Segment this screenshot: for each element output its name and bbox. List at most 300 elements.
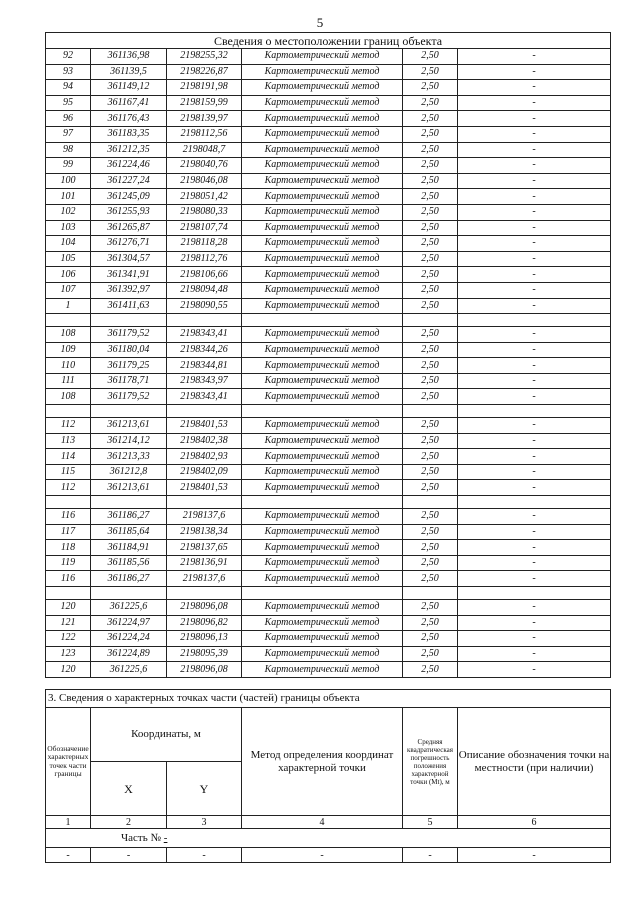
y-coord-cell: 2198401,53 [167, 418, 242, 434]
description-cell: - [458, 327, 611, 343]
x-coord-cell: 361184,91 [91, 540, 167, 556]
error-cell: 2,50 [403, 433, 458, 449]
error-cell: 2,50 [403, 631, 458, 647]
boundary-points-table [45, 32, 611, 678]
y-coord-cell: 2198343,97 [167, 373, 242, 389]
method-cell: Картометрический метод [242, 64, 403, 80]
method-cell: Картометрический метод [242, 80, 403, 96]
description-cell: - [458, 571, 611, 587]
method-cell: Картометрический метод [242, 480, 403, 496]
y-coord-cell: 2198138,34 [167, 524, 242, 540]
table-row [46, 449, 611, 465]
method-cell: Картометрический метод [242, 389, 403, 405]
method-cell: Картометрический метод [242, 509, 403, 525]
section3-title: 3. Сведения о характерных точках части (частей) границы объекта [46, 690, 611, 708]
x-coord-cell: 361183,35 [91, 126, 167, 142]
table-row [46, 282, 611, 298]
y-coord-cell: 2198159,99 [167, 95, 242, 111]
empty-cell [167, 405, 242, 418]
method-cell: Картометрический метод [242, 358, 403, 374]
y-coord-cell: 2198343,41 [167, 389, 242, 405]
y-coord-cell: 2198402,93 [167, 449, 242, 465]
part-label: Часть № [121, 831, 161, 844]
table-row [46, 615, 611, 631]
method-cell: Картометрический метод [242, 173, 403, 189]
table-row [46, 600, 611, 616]
description-cell: - [458, 631, 611, 647]
error-cell: 2,50 [403, 480, 458, 496]
y-coord-cell: 2198343,41 [167, 327, 242, 343]
method-cell: Картометрический метод [242, 524, 403, 540]
description-cell: - [458, 189, 611, 205]
method-cell: Картометрический метод [242, 615, 403, 631]
method-cell: Картометрический метод [242, 418, 403, 434]
point-id-cell: 113 [46, 433, 91, 449]
table-row [46, 236, 611, 252]
point-id-cell: 118 [46, 540, 91, 556]
col-number: 2 [91, 816, 167, 829]
description-cell: - [458, 111, 611, 127]
group-separator-row [46, 496, 611, 509]
x-coord-cell: 361265,87 [91, 220, 167, 236]
y-coord-cell: 2198096,82 [167, 615, 242, 631]
x-coord-cell: 361167,41 [91, 95, 167, 111]
description-cell: - [458, 524, 611, 540]
table-row [46, 373, 611, 389]
empty-cell [91, 496, 167, 509]
y-coord-cell: 2198040,76 [167, 158, 242, 174]
x-coord-cell: 361212,8 [91, 464, 167, 480]
section-title: Сведения о местоположении границ объекта [46, 33, 611, 49]
error-cell: 2,50 [403, 298, 458, 314]
method-cell: Картометрический метод [242, 204, 403, 220]
method-cell: Картометрический метод [242, 282, 403, 298]
error-cell: 2,50 [403, 267, 458, 283]
method-cell: Картометрический метод [242, 189, 403, 205]
method-cell: Картометрический метод [242, 555, 403, 571]
point-id-cell: 100 [46, 173, 91, 189]
point-id-cell: 112 [46, 480, 91, 496]
x-coord-cell: 361180,04 [91, 342, 167, 358]
y-coord-cell: 2198096,08 [167, 600, 242, 616]
y-coord-cell: 2198112,56 [167, 126, 242, 142]
empty-cell [242, 496, 403, 509]
table-row [46, 389, 611, 405]
cell: - [403, 848, 458, 863]
description-cell: - [458, 646, 611, 662]
table-row [46, 524, 611, 540]
error-cell: 2,50 [403, 80, 458, 96]
col-number: 3 [167, 816, 242, 829]
empty-cell [46, 587, 91, 600]
table-row [46, 80, 611, 96]
description-cell: - [458, 449, 611, 465]
point-id-cell: 99 [46, 158, 91, 174]
description-cell: - [458, 540, 611, 556]
point-id-cell: 102 [46, 204, 91, 220]
x-coord-cell: 361179,25 [91, 358, 167, 374]
error-cell: 2,50 [403, 111, 458, 127]
description-cell: - [458, 49, 611, 65]
point-id-cell: 112 [46, 418, 91, 434]
table-row [46, 342, 611, 358]
table-row [46, 298, 611, 314]
empty-cell [46, 405, 91, 418]
description-header: Описание обозначения точки на местности (при наличии) [458, 708, 611, 816]
y-coord-cell: 2198226,87 [167, 64, 242, 80]
error-cell: 2,50 [403, 126, 458, 142]
col-number: 1 [46, 816, 91, 829]
empty-cell [458, 496, 611, 509]
error-cell: 2,50 [403, 327, 458, 343]
y-coord-cell: 2198094,48 [167, 282, 242, 298]
x-coord-cell: 361213,61 [91, 418, 167, 434]
x-coord-cell: 361245,09 [91, 189, 167, 205]
error-cell: 2,50 [403, 646, 458, 662]
group-separator-row [46, 314, 611, 327]
x-coord-cell: 361186,27 [91, 509, 167, 525]
method-cell: Картометрический метод [242, 631, 403, 647]
x-coord-cell: 361392,97 [91, 282, 167, 298]
table-row [46, 220, 611, 236]
empty-cell [167, 587, 242, 600]
point-id-cell: 104 [46, 236, 91, 252]
table-row [46, 464, 611, 480]
part-value: - [163, 831, 168, 844]
method-cell: Картометрический метод [242, 236, 403, 252]
y-coord-cell: 2198051,42 [167, 189, 242, 205]
error-cell: 2,50 [403, 509, 458, 525]
part-points-table [45, 689, 611, 863]
table-row [46, 126, 611, 142]
cell: - [242, 848, 403, 863]
point-id-cell: 97 [46, 126, 91, 142]
method-cell: Картометрический метод [242, 373, 403, 389]
error-cell: 2,50 [403, 615, 458, 631]
table-row [46, 111, 611, 127]
method-cell: Картометрический метод [242, 111, 403, 127]
table-row [46, 64, 611, 80]
error-cell: 2,50 [403, 571, 458, 587]
x-coord-cell: 361176,43 [91, 111, 167, 127]
table-row [46, 662, 611, 678]
description-cell: - [458, 251, 611, 267]
x-coord-cell: 361224,97 [91, 615, 167, 631]
x-coord-cell: 361179,52 [91, 389, 167, 405]
method-header: Метод определения координат характерной точки [242, 708, 403, 816]
table-row [46, 142, 611, 158]
method-cell: Картометрический метод [242, 540, 403, 556]
description-cell: - [458, 615, 611, 631]
point-id-cell: 121 [46, 615, 91, 631]
point-id-cell: 120 [46, 662, 91, 678]
point-id-cell: 111 [46, 373, 91, 389]
y-coord-cell: 2198096,08 [167, 662, 242, 678]
y-header: Y [167, 762, 242, 816]
point-id-cell: 123 [46, 646, 91, 662]
table-row [46, 418, 611, 434]
method-cell: Картометрический метод [242, 342, 403, 358]
error-cell: 2,50 [403, 204, 458, 220]
y-coord-cell: 2198401,53 [167, 480, 242, 496]
y-coord-cell: 2198191,98 [167, 80, 242, 96]
error-cell: 2,50 [403, 251, 458, 267]
cell: - [458, 848, 611, 863]
description-cell: - [458, 418, 611, 434]
x-coord-cell: 361224,46 [91, 158, 167, 174]
description-cell: - [458, 236, 611, 252]
point-id-cell: 116 [46, 571, 91, 587]
error-cell: 2,50 [403, 600, 458, 616]
description-cell: - [458, 173, 611, 189]
empty-cell [458, 314, 611, 327]
y-coord-cell: 2198402,38 [167, 433, 242, 449]
description-cell: - [458, 142, 611, 158]
cell: - [167, 848, 242, 863]
error-cell: 2,50 [403, 142, 458, 158]
error-cell: 2,50 [403, 282, 458, 298]
point-id-cell: 122 [46, 631, 91, 647]
y-coord-cell: 2198107,74 [167, 220, 242, 236]
description-cell: - [458, 267, 611, 283]
x-coord-cell: 361225,6 [91, 600, 167, 616]
col-number: 6 [458, 816, 611, 829]
method-cell: Картометрический метод [242, 267, 403, 283]
method-cell: Картометрический метод [242, 158, 403, 174]
point-id-cell: 106 [46, 267, 91, 283]
col-number: 5 [403, 816, 458, 829]
description-cell: - [458, 64, 611, 80]
method-cell: Картометрический метод [242, 433, 403, 449]
error-cell: 2,50 [403, 342, 458, 358]
method-cell: Картометрический метод [242, 220, 403, 236]
point-id-cell: 93 [46, 64, 91, 80]
error-cell: 2,50 [403, 358, 458, 374]
point-id-cell: 116 [46, 509, 91, 525]
method-cell: Картометрический метод [242, 49, 403, 65]
error-cell: 2,50 [403, 389, 458, 405]
table-row [46, 646, 611, 662]
error-cell: 2,50 [403, 449, 458, 465]
description-cell: - [458, 80, 611, 96]
error-cell: 2,50 [403, 418, 458, 434]
error-cell: 2,50 [403, 158, 458, 174]
method-cell: Картометрический метод [242, 95, 403, 111]
group-separator-row [46, 587, 611, 600]
table-row [46, 173, 611, 189]
error-cell: 2,50 [403, 236, 458, 252]
empty-cell [403, 496, 458, 509]
description-cell: - [458, 464, 611, 480]
y-coord-cell: 2198344,26 [167, 342, 242, 358]
table-row [46, 327, 611, 343]
error-cell: 2,50 [403, 189, 458, 205]
description-cell: - [458, 555, 611, 571]
x-coord-cell: 361185,56 [91, 555, 167, 571]
y-coord-cell: 2198080,33 [167, 204, 242, 220]
method-cell: Картометрический метод [242, 126, 403, 142]
error-cell: 2,50 [403, 540, 458, 556]
y-coord-cell: 2198096,13 [167, 631, 242, 647]
description-cell: - [458, 662, 611, 678]
x-coord-cell: 361224,24 [91, 631, 167, 647]
description-cell: - [458, 373, 611, 389]
point-id-cell: 108 [46, 327, 91, 343]
method-cell: Картометрический метод [242, 571, 403, 587]
description-cell: - [458, 126, 611, 142]
x-coord-cell: 361213,33 [91, 449, 167, 465]
description-cell: - [458, 509, 611, 525]
empty-cell [458, 587, 611, 600]
empty-cell [167, 496, 242, 509]
y-coord-cell: 2198139,97 [167, 111, 242, 127]
error-cell: 2,50 [403, 64, 458, 80]
table-row [46, 358, 611, 374]
empty-cell [242, 314, 403, 327]
empty-cell [91, 405, 167, 418]
point-id-cell: 96 [46, 111, 91, 127]
error-header: Средняя квадратическая погрешность положения характерной точки (Mt), м [403, 708, 458, 816]
part-number-row [46, 829, 611, 848]
description-cell: - [458, 220, 611, 236]
error-cell: 2,50 [403, 662, 458, 678]
table-row [46, 555, 611, 571]
empty-cell [46, 314, 91, 327]
table-row [46, 509, 611, 525]
y-coord-cell: 2198046,08 [167, 173, 242, 189]
x-coord-cell: 361411,63 [91, 298, 167, 314]
y-coord-cell: 2198255,32 [167, 49, 242, 65]
y-coord-cell: 2198136,91 [167, 555, 242, 571]
empty-cell [46, 496, 91, 509]
point-id-cell: 119 [46, 555, 91, 571]
error-cell: 2,50 [403, 49, 458, 65]
point-id-cell: 1 [46, 298, 91, 314]
table-row [46, 480, 611, 496]
empty-cell [91, 314, 167, 327]
description-cell: - [458, 480, 611, 496]
point-id-cell: 94 [46, 80, 91, 96]
y-coord-cell: 2198118,28 [167, 236, 242, 252]
x-coord-cell: 361213,61 [91, 480, 167, 496]
x-coord-cell: 361304,57 [91, 251, 167, 267]
method-cell: Картометрический метод [242, 464, 403, 480]
x-coord-cell: 361225,6 [91, 662, 167, 678]
y-coord-cell: 2198137,65 [167, 540, 242, 556]
table-row [46, 95, 611, 111]
table-row [46, 433, 611, 449]
y-coord-cell: 2198112,76 [167, 251, 242, 267]
x-coord-cell: 361136,98 [91, 49, 167, 65]
point-id-cell: 103 [46, 220, 91, 236]
y-coord-cell: 2198106,66 [167, 267, 242, 283]
error-cell: 2,50 [403, 464, 458, 480]
y-coord-cell: 2198344,81 [167, 358, 242, 374]
method-cell: Картометрический метод [242, 646, 403, 662]
error-cell: 2,50 [403, 524, 458, 540]
column-number-row [46, 816, 611, 829]
y-coord-cell: 2198137,6 [167, 509, 242, 525]
table-row [46, 251, 611, 267]
point-id-cell: 109 [46, 342, 91, 358]
col-point-designation-header: Обозначение характерных точек части границы [46, 708, 91, 816]
x-coord-cell: 361185,64 [91, 524, 167, 540]
x-coord-cell: 361179,52 [91, 327, 167, 343]
x-coord-cell: 361149,12 [91, 80, 167, 96]
y-coord-cell: 2198137,6 [167, 571, 242, 587]
point-id-cell: 95 [46, 95, 91, 111]
table-row [46, 49, 611, 65]
error-cell: 2,50 [403, 173, 458, 189]
empty-cell [242, 587, 403, 600]
x-coord-cell: 361341,91 [91, 267, 167, 283]
empty-cell [242, 405, 403, 418]
x-coord-cell: 361186,27 [91, 571, 167, 587]
table-row [46, 189, 611, 205]
table-row [46, 158, 611, 174]
description-cell: - [458, 433, 611, 449]
point-id-cell: 105 [46, 251, 91, 267]
coords-header: Координаты, м [91, 708, 242, 762]
description-cell: - [458, 282, 611, 298]
page-number: 5 [316, 15, 324, 30]
point-id-cell: 114 [46, 449, 91, 465]
x-coord-cell: 361227,24 [91, 173, 167, 189]
x-header: X [91, 762, 167, 816]
description-cell: - [458, 358, 611, 374]
empty-cell [458, 405, 611, 418]
point-id-cell: 101 [46, 189, 91, 205]
table-row [46, 631, 611, 647]
x-coord-cell: 361212,35 [91, 142, 167, 158]
y-coord-cell: 2198048,7 [167, 142, 242, 158]
empty-cell [403, 405, 458, 418]
method-cell: Картометрический метод [242, 600, 403, 616]
point-id-cell: 98 [46, 142, 91, 158]
table-row [46, 267, 611, 283]
cell: - [91, 848, 167, 863]
description-cell: - [458, 298, 611, 314]
point-id-cell: 115 [46, 464, 91, 480]
empty-cell [91, 587, 167, 600]
point-id-cell: 117 [46, 524, 91, 540]
description-cell: - [458, 95, 611, 111]
col-number: 4 [242, 816, 403, 829]
table-row [46, 204, 611, 220]
point-id-cell: 110 [46, 358, 91, 374]
empty-cell [403, 587, 458, 600]
y-coord-cell: 2198090,55 [167, 298, 242, 314]
empty-cell [403, 314, 458, 327]
y-coord-cell: 2198402,09 [167, 464, 242, 480]
description-cell: - [458, 389, 611, 405]
x-coord-cell: 361178,71 [91, 373, 167, 389]
table-row [46, 540, 611, 556]
y-coord-cell: 2198095,39 [167, 646, 242, 662]
method-cell: Картометрический метод [242, 662, 403, 678]
empty-data-row [46, 848, 611, 863]
empty-cell [167, 314, 242, 327]
method-cell: Картометрический метод [242, 327, 403, 343]
x-coord-cell: 361255,93 [91, 204, 167, 220]
error-cell: 2,50 [403, 220, 458, 236]
group-separator-row [46, 405, 611, 418]
error-cell: 2,50 [403, 95, 458, 111]
point-id-cell: 108 [46, 389, 91, 405]
point-id-cell: 107 [46, 282, 91, 298]
error-cell: 2,50 [403, 555, 458, 571]
point-id-cell: 120 [46, 600, 91, 616]
